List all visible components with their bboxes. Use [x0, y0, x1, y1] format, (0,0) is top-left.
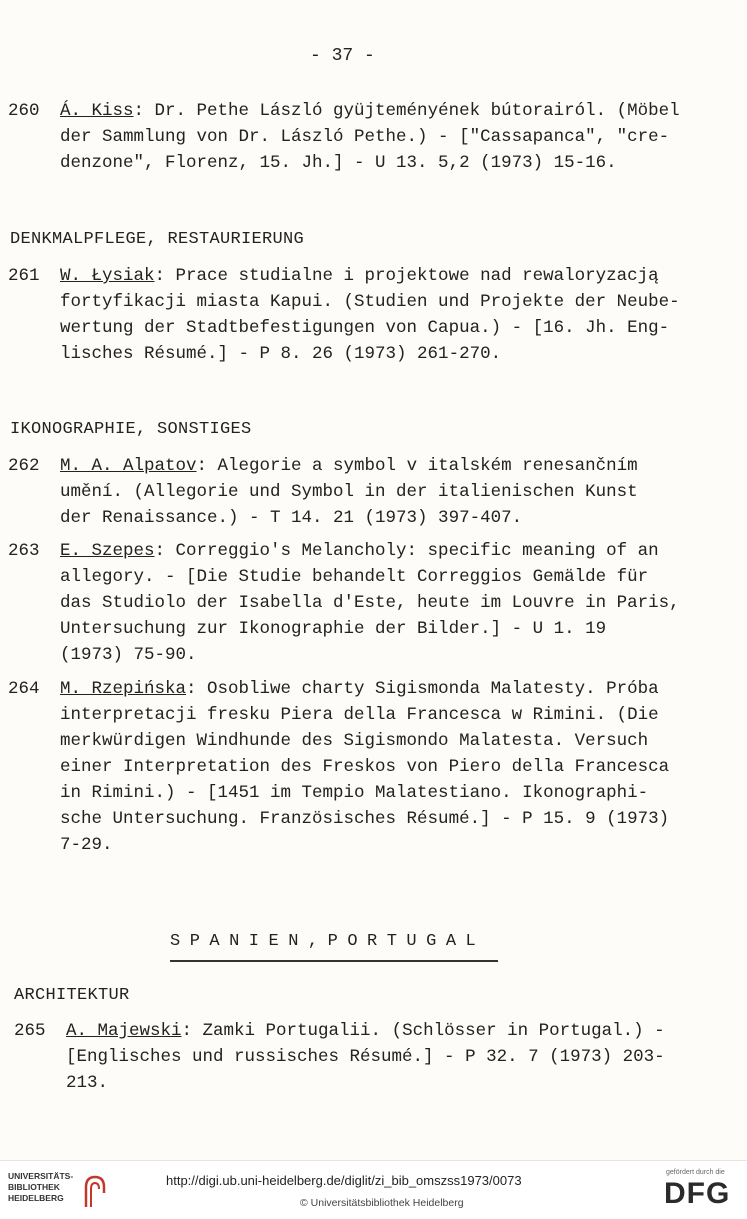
entry-line: fortyfikacji miasta Kapui. (Studien und Projekte der Neube- [60, 292, 680, 312]
entry-title: : Alegorie a symbol v italském renesančním [196, 456, 638, 476]
entry-number: 264 [8, 679, 40, 699]
copyright-notice: © Universitätsbibliothek Heidelberg [300, 1197, 464, 1209]
entry-line: denzone", Florenz, 15. Jh.] - U 13. 5,2 (1973) 15-16. [60, 153, 617, 173]
entry-author: E. Szepes [60, 541, 155, 561]
entry-line: umění. (Allegorie und Symbol in der italienischen Kunst [60, 482, 638, 502]
entry-line: 213. [66, 1073, 109, 1093]
entry-line: das Studiolo der Isabella d'Este, heute im Louvre in Paris, [60, 593, 680, 613]
funding-caption: gefördert durch die [666, 1169, 725, 1176]
document-url-link[interactable]: http://digi.ub.uni-heidelberg.de/diglit/zi_bib_omszss1973/0073 [166, 1173, 522, 1188]
entry-author: A. Majewski [66, 1021, 182, 1041]
entry-author: Á. Kiss [60, 101, 134, 121]
entry-number: 260 [8, 101, 40, 121]
library-emblem-icon [82, 1173, 108, 1209]
university-library-logo[interactable]: UNIVERSITÄTS- BIBLIOTHEK HEIDELBERG [8, 1171, 108, 1211]
entry-title: : Zamki Portugalii. (Schlösser in Portugal.) - [181, 1021, 665, 1041]
entry-line: Untersuchung zur Ikonographie der Bilder.] - U 1. 19 [60, 619, 607, 639]
entry-author: W. Łysiak [60, 266, 155, 286]
entry-line: (1973) 75-90. [60, 645, 197, 665]
entry-title: : Prace studialne i projektowe nad rewaloryzacją [154, 266, 659, 286]
entry-line: interpretacji fresku Piera della Francesca w Rimini. (Die [60, 705, 659, 725]
entry-line: [Englisches und russisches Résumé.] - P 32. 7 (1973) 203- [66, 1047, 665, 1067]
entry-line: sche Untersuchung. Französisches Résumé.] - P 15. 9 (1973) [60, 809, 670, 829]
entry-number: 263 [8, 541, 40, 561]
entry-line: in Rimini.) - [1451 im Tempio Malatestiano. Ikonographi- [60, 783, 649, 803]
entry-number: 262 [8, 456, 40, 476]
entry-line: allegory. - [Die Studie behandelt Correggios Gemälde für [60, 567, 649, 587]
entry-number: 261 [8, 266, 40, 286]
heading-architektur: ARCHITEKTUR [14, 986, 130, 1005]
section-title-underline [170, 960, 498, 962]
heading-denkmalpflege: DENKMALPFLEGE, RESTAURIERUNG [10, 230, 305, 249]
entry-number: 265 [14, 1021, 46, 1041]
entry-title: : Osobliwe charty Sigismonda Malatesty. Próba [186, 679, 659, 699]
entry-line: lisches Résumé.] - P 8. 26 (1973) 261-270. [60, 344, 502, 364]
dfg-logo[interactable]: DFG [664, 1177, 731, 1210]
entry-title: : Correggio's Melancholy: specific meaning of an [154, 541, 659, 561]
footer-bar [0, 1160, 747, 1219]
entry-author: M. Rzepińska [60, 679, 187, 699]
heading-ikonographie: IKONOGRAPHIE, SONSTIGES [10, 420, 252, 439]
entry-line: der Sammlung von Dr. László Pethe.) - ["Cassapanca", "cre- [60, 127, 670, 147]
entry-author: M. A. Alpatov [60, 456, 197, 476]
entry-line: merkwürdigen Windhunde des Sigismondo Malatesta. Versuch [60, 731, 649, 751]
entry-line: einer Interpretation des Freskos von Piero della Francesca [60, 757, 670, 777]
entry-line: der Renaissance.) - T 14. 21 (1973) 397-407. [60, 508, 523, 528]
entry-title: : Dr. Pethe László gyüjteményének bútorairól. (Möbel [133, 101, 680, 121]
page-number: - 37 - [310, 46, 375, 66]
entry-line: wertung der Stadtbefestigungen von Capua.) - [16. Jh. Eng- [60, 318, 670, 338]
entry-line: 7-29. [60, 835, 113, 855]
section-title: SPANIEN,PORTUGAL [170, 932, 486, 951]
